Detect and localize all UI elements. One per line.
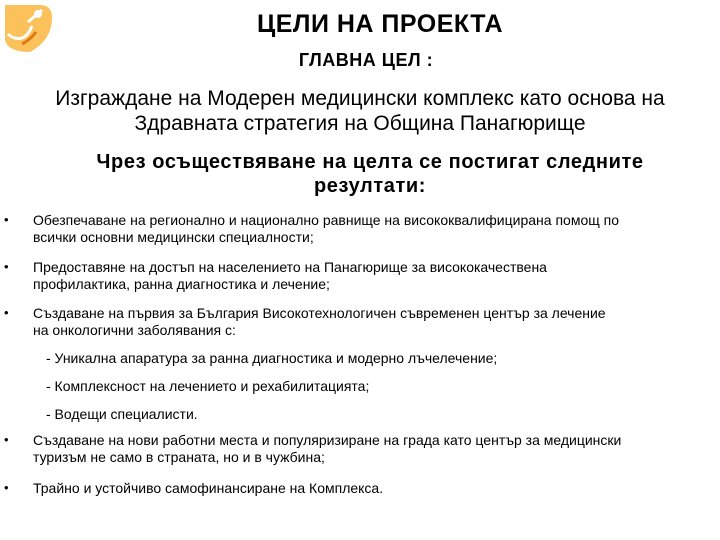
sub-list-item: - Водещи специалисти. (46, 406, 198, 422)
list-item-text (33, 480, 713, 497)
list-item-text (33, 432, 713, 466)
page-title: ЦЕЛИ НА ПРОЕКТА (256, 10, 503, 38)
list-item-line: профилактика, ранна диагностика и лечение; (33, 276, 330, 292)
sub-list-item: - Комплексност на лечението и рехабилитацията; (46, 378, 370, 394)
bullet-icon: • (4, 259, 9, 274)
list-item-line: Обезпечаване на регионално и национално равнище на висококвалифицирана помощ по (33, 212, 620, 228)
bullet-icon: • (4, 305, 9, 320)
results-heading (40, 150, 700, 198)
bullet-icon: • (4, 212, 9, 227)
main-goal-text (8, 86, 712, 136)
list-item-line: Трайно и устойчиво самофинансиране на Комплекса. (33, 480, 384, 496)
list-item-line: Създаване на нови работни места и популяризиране на града като център за медицински (33, 432, 622, 448)
list-item-text (33, 259, 713, 293)
list-item-line: всички основни медицински специалности; (33, 229, 314, 245)
main-goal-line: Изграждане на Модерен медицински комплекс като основа на (55, 87, 665, 110)
list-item-line: Предоставяне на достъп на населението на Панагюрище за висококачествена (33, 259, 547, 275)
results-heading-line: Чрез осъществяване на целта се постигат следните (96, 151, 644, 173)
bullet-icon: • (4, 480, 9, 495)
main-goal-heading: ГЛАВНА ЦЕЛ : (298, 50, 434, 70)
main-goal-line: Здравната стратегия на Община Панагюрище (134, 112, 586, 135)
list-item-text (33, 305, 713, 339)
list-item-text (33, 212, 713, 246)
list-item-line: туризъм не само в страната, но и в чужбина; (33, 449, 325, 465)
sub-list-item: - Уникална апаратура за ранна диагностика и модерно лъчелечение; (46, 350, 498, 366)
bullet-icon: • (4, 432, 9, 447)
list-item-line: на онкологични заболявания с: (33, 322, 236, 338)
list-item-line: Създаване на първия за България Високотехнологичен съвременен център за лечение (33, 305, 606, 321)
results-heading-line: резултати: (313, 175, 426, 197)
